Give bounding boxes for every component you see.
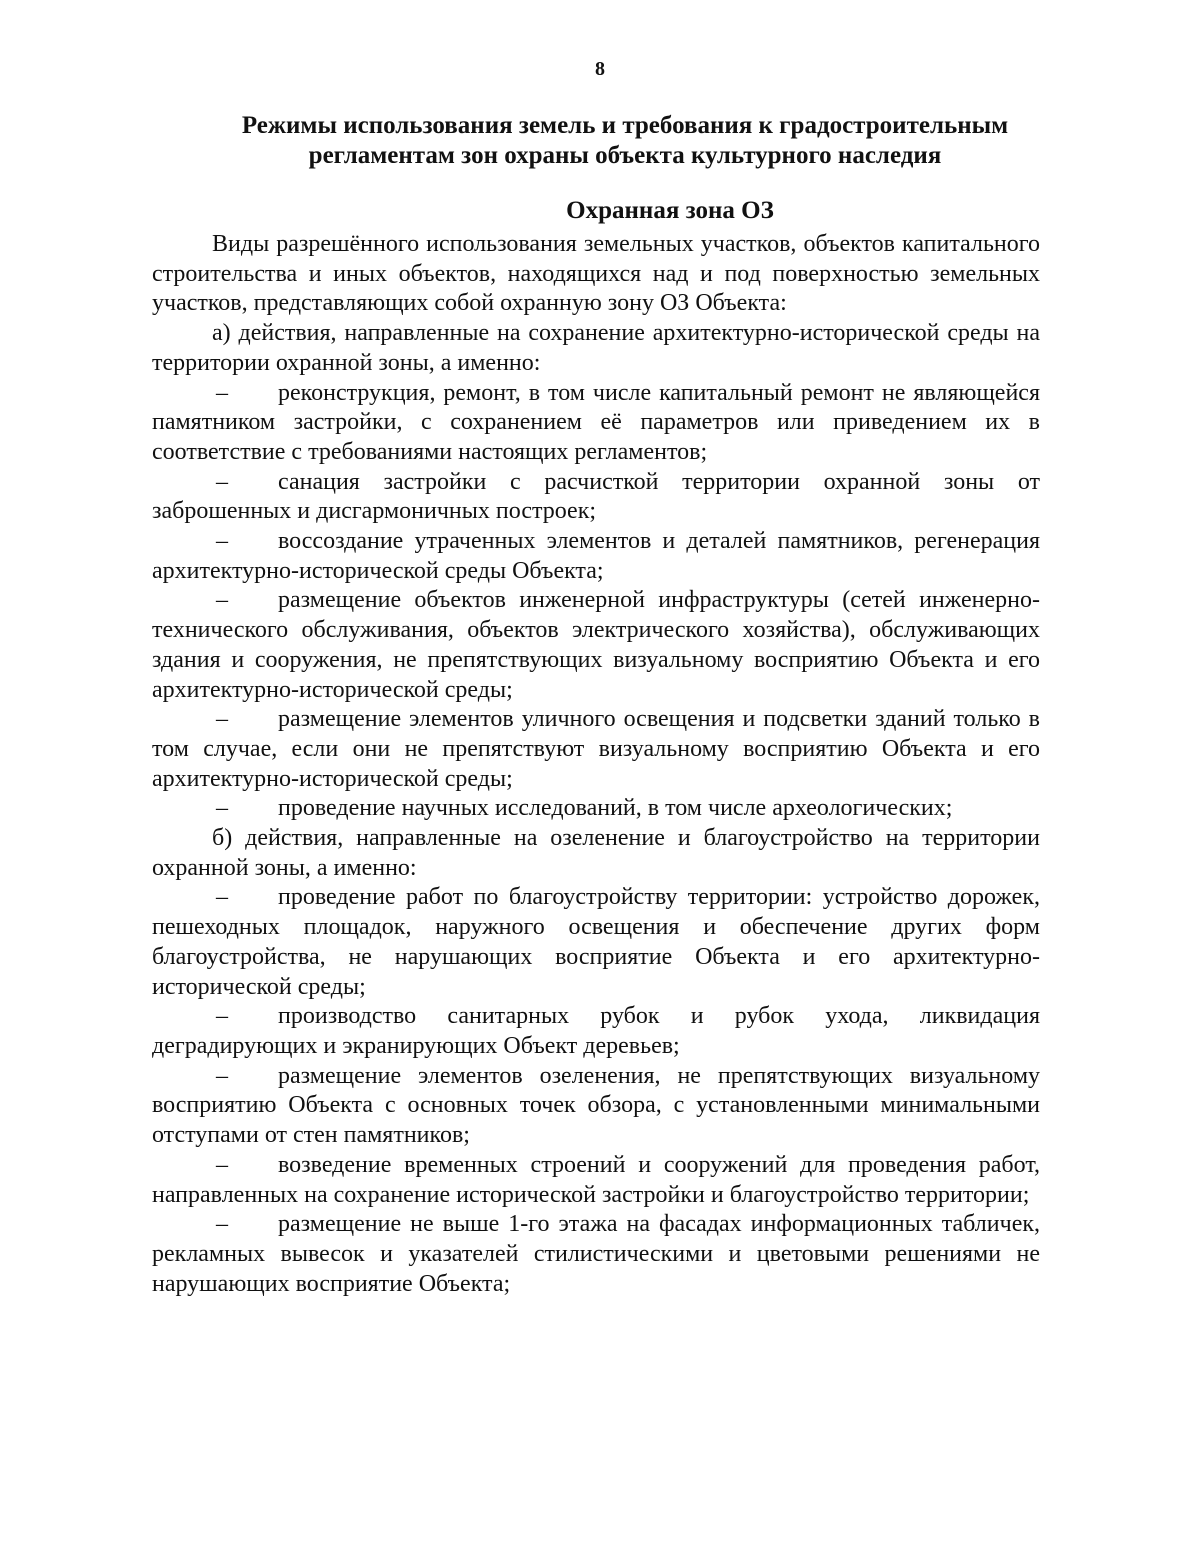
dash-marker: –: [216, 468, 228, 495]
dash-marker: –: [216, 1211, 228, 1238]
list-item: [152, 468, 1040, 527]
section-title: Охранная зона ОЗ: [566, 197, 774, 224]
dash-marker: –: [216, 587, 228, 614]
list-item-text: санация застройки с расчисткой территории охранной зоны от заброшенных и дисгармоничных построек;: [152, 468, 1040, 525]
intro-paragraph: Виды разрешённого использования земельных участков, объектов капитального строительства и иных объектов, находящихся над и под поверхностью земельных участков, представляющих собой охранную зону ОЗ Объекта:: [152, 231, 1040, 317]
group-a-heading: а) действия, направленные на сохранение архитектурно-исторической среды на территории охранной зоны, а именно:: [152, 320, 1040, 376]
dash-marker: –: [216, 528, 228, 555]
document-title-line-2: регламентам зон охраны объекта культурного наследия: [308, 142, 942, 169]
list-item: [152, 379, 1040, 468]
list-item-text: проведение научных исследований, в том числе археологических;: [278, 795, 953, 822]
list-item-text: размещение элементов озеленения, не препятствующих визуальному восприятию Объекта с основных точек обзора, с установленными минимальными отступами от стен памятников;: [152, 1062, 1040, 1149]
list-item: [152, 883, 1040, 1002]
dash-marker: –: [216, 1062, 228, 1089]
page-number: 8: [595, 58, 605, 80]
list-item: [152, 1002, 1040, 1061]
list-item-text: реконструкция, ремонт, в том числе капитальный ремонт не являющейся памятником застройки, с сохранением её параметров или приведением их в соответствие с требованиями настоящих регламентов;: [152, 379, 1040, 465]
document-title: [150, 111, 1100, 171]
document-body: [152, 230, 1040, 1299]
list-item-text: воссоздание утраченных элементов и деталей памятников, регенерация архитектурно-исторической среды Объекта;: [152, 528, 1040, 584]
list-item: [152, 527, 1040, 586]
list-item-text: размещение не выше 1-го этажа на фасадах информационных табличек, рекламных вывесок и указателей стилистическими и цветовыми решениями не нарушающих восприятие Объекта;: [152, 1211, 1040, 1297]
group-b-heading: б) действия, направленные на озеленение и благоустройство на территории охранной зоны, а именно:: [152, 825, 1040, 881]
list-item: [152, 1210, 1040, 1299]
dash-marker: –: [216, 884, 228, 911]
dash-marker: –: [216, 795, 228, 822]
list-item-text: возведение временных строений и сооружений для проведения работ, направленных на сохранение исторической застройки и благоустройство территории;: [152, 1151, 1040, 1208]
list-item: [152, 1151, 1040, 1210]
list-item-text: проведение работ по благоустройству территории: устройство дорожек, пешеходных площадок, наружного освещения и обеспечение других форм благоустройства, не нарушающих восприятие Объекта и его архитектурно-исторической среды;: [152, 884, 1040, 1000]
list-item-text: размещение элементов уличного освещения и подсветки зданий только в том случае, если они не препятствуют визуальному восприятию Объекта и его архитектурно-исторической среды;: [152, 706, 1040, 792]
document-title-line-1: Режимы использования земель и требования к градостроительным: [241, 112, 1009, 139]
dash-marker: –: [216, 1151, 228, 1178]
list-item: [152, 1062, 1040, 1151]
dash-marker: –: [216, 706, 228, 733]
list-item: [152, 705, 1040, 794]
list-item-text: производство санитарных рубок и рубок ухода, ликвидация деградирующих и экранирующих Объект деревьев;: [152, 1003, 1040, 1059]
dash-marker: –: [216, 379, 228, 406]
list-item-text: размещение объектов инженерной инфраструктуры (сетей инженерно-технического обслуживания, объектов электрического хозяйства), обслуживающих здания и сооружения, не препятствующих визуальному восприятию Объекта и его архитектурно-исторической среды;: [152, 587, 1040, 703]
list-item: [152, 586, 1040, 705]
list-item: [152, 794, 1040, 824]
dash-marker: –: [216, 1003, 228, 1030]
